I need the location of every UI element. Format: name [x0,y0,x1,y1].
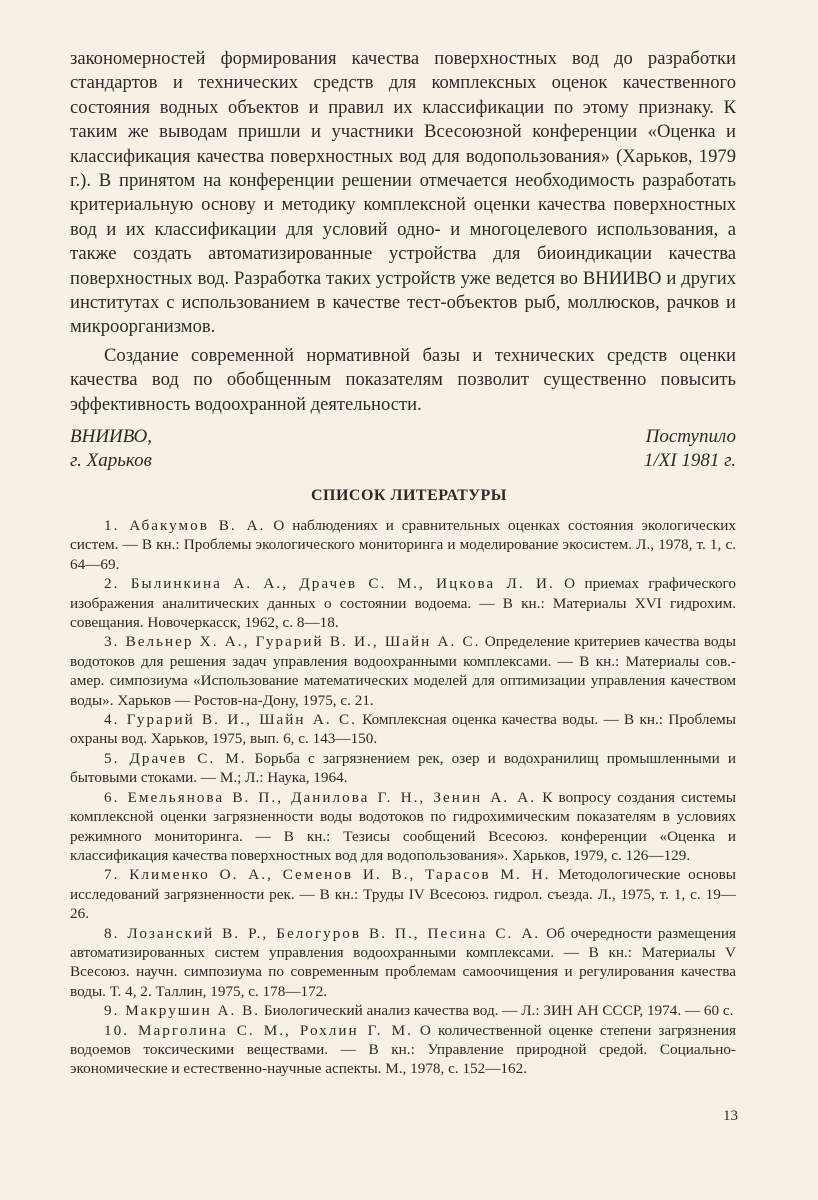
reference-author: 1. Абакумов В. А. [104,517,266,534]
reference-item [70,516,736,574]
reference-item [70,865,736,923]
reference-author: 2. Былинкина А. А., Драчев С. М., Ицкова Л. И. [104,575,555,593]
reference-text: Методологические основы исследований загрязненности рек. — В кн.: Труды IV Всесоюз. гидрол. съезда. Л., 1975, т. 1, с. 19—26. [70,866,736,923]
reference-text: К вопросу создания системы комплексной оценки загрязненности воды водотоков по гидрохимическим показателям в условиях режимного мониторинга. — В кн.: Тезисы сообщений Всесоюз. конференции «Оценка и классификация качества поверхностных вод для водопользования». Харьков, 1979, с. 126—129. [70,788,736,864]
reference-author: 3. Вельнер Х. А., Гурарий В. И., Шайн А. С. [104,633,481,651]
reference-text: Определение критериев качества воды водотоков для решения задач управления водоохранными комплексами. — В кн.: Материалы сов.-амер. симпозиума «Использование математических моделей для оптимизации управления качеством воды». Харьков — Ростов-на-Дону, 1975, с. 21. [70,633,736,709]
reference-text: О приемах графического изображения аналитических данных о состоянии водоема. — В кн.: Материалы XVI гидрохим. совещания. Новочеркасск, 1962, с. 8—18. [70,575,736,632]
institution-name: ВНИИВО, [70,426,152,447]
reference-item [70,1001,736,1020]
body-paragraph: закономерностей формирования качества поверхностных вод до разработки стандартов и технических средств для комплексных оценок качественного состояния водных объектов и правил их классификации по этому признаку. К таким же выводам пришли и участники Всесоюзной конференции «Оценка и классификация качества поверхностных вод для водопользования» (Харьков, 1979 г.). В принятом на конференции решении отмечается необходимость разработать критериальную основу и методику комплексной оценки качества поверхностных вод и их классификации для условий одно- и многоцелевого использования, а также создать автоматизированные устройства для биоиндикации качества поверхностных вод. Разработка таких устройств уже ведется во ВНИИВО и других институтах с использованием в качестве тест-объектов рыб, моллюсков, рачков и микроорганизмов. [70,48,736,338]
reference-item [70,574,736,632]
reference-author: 4. Гурарий В. И., Шайн А. С. [104,711,357,729]
references-heading: СПИСОК ЛИТЕРАТУРЫ [310,487,508,504]
reference-item [70,710,736,749]
institution-city: г. Харьков [70,450,152,471]
reference-text: Комплексная оценка качества воды. — В кн.: Проблемы охраны вод. Харьков, 1975, вып. 6, с. 143—150. [70,711,736,748]
author-affiliation [70,425,152,473]
reference-item [70,788,736,866]
reference-item [70,1021,736,1079]
reference-author: 6. Емельянова В. П., Данилова Г. Н., Зенин А. А. [104,788,537,806]
reference-text: Биологический анализ качества вод. — Л.: ЗИН АН СССР, 1974. — 60 с. [260,1002,734,1020]
body-paragraph: Создание современной нормативной базы и технических средств оценки качества вод по обобщенным показателям позволит существенно повысить эффективность водоохранной деятельности. [70,345,736,415]
received-label: Поступило [645,426,736,447]
reference-author: 5. Драчев С. М. [104,749,247,767]
reference-text: О наблюдениях и сравнительных оценках состояния экологических систем. — В кн.: Проблемы экологического мониторинга и моделирование экосистем. Л., 1978, т. 1, с. 64—69. [70,517,736,573]
page-number: 13 [723,1108,738,1124]
reference-author: 9. Макрушин А. В. [104,1002,261,1020]
received-note [644,425,736,473]
reference-item [70,924,736,1002]
reference-item [70,749,736,788]
reference-author: 10. Марголина С. М., Рохлин Г. М. [104,1021,413,1039]
reference-item [70,632,736,710]
received-date: 1/XI 1981 г. [643,450,736,471]
reference-text: Об очередности размещения автоматизированных систем управления водоохранными комплексами. — В кн.: Материалы V Всесоюз. научн. симпозиума по современным проблемам самоочищения и регулирования качества воды. Т. 4, 2. Таллин, 1975, с. 178—172. [70,924,736,1000]
reference-text: Борьба с загрязнением рек, озер и водохранилищ промышленными и бытовыми стоками. — М.; Л.: Наука, 1964. [70,749,736,787]
reference-author: 8. Лозанский В. Р., Белогуров В. П., Песина С. А. [104,924,541,942]
reference-text: О количественной оценке степени загрязнения водоемов токсическими веществами. — В кн.: Управление природной средой. Социально-экономические и естественно-научные аспекты. М., 1978, с. 152—162. [70,1021,736,1078]
reference-author: 7. Клименко О. А., Семенов И. В., Тарасов М. Н. [104,866,551,884]
references-list [70,516,736,1079]
